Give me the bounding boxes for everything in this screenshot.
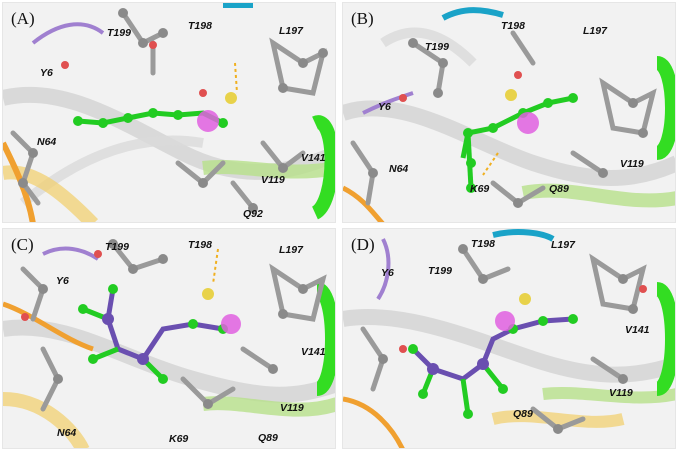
residue-label: V119 [280,402,304,414]
panel-b-structure [343,3,676,223]
residue-label: Q89 [513,408,533,420]
residue-label: K69 [169,433,189,445]
residue-label: Q89 [549,183,569,195]
panel-d [342,228,676,449]
panel-c [2,228,336,449]
residue-label: K69 [470,183,490,195]
residue-label: L197 [583,25,607,37]
residue-label: V119 [609,387,633,399]
residue-label: Q89 [258,432,278,444]
residue-label: Y6 [56,275,69,287]
residue-label: L197 [279,25,303,37]
residue-label: T198 [188,20,212,32]
residue-label: Q92 [243,208,263,220]
residue-label: Y6 [381,267,394,279]
residue-label: L197 [551,239,575,251]
residue-label: T199 [425,41,449,53]
residue-label: V119 [261,174,285,186]
residue-label: T198 [188,239,212,251]
residue-label: T199 [428,265,452,277]
panel-d-structure [343,229,676,449]
residue-label: V141 [301,346,326,358]
residue-label: T199 [105,241,129,253]
residue-label: N64 [37,136,57,148]
residue-label: Y6 [378,101,391,113]
panel-a [2,2,336,223]
residue-label: T198 [471,238,495,250]
panel-d-label: (D) [351,235,375,254]
residue-label: V119 [620,158,644,170]
panel-b-label: (B) [351,9,374,28]
residue-label: V141 [625,324,650,336]
panel-b [342,2,676,223]
residue-label: L197 [279,244,303,256]
residue-label: Y6 [40,67,53,79]
panel-c-structure [3,229,336,449]
residue-label: V141 [301,152,326,164]
residue-label: T198 [501,20,525,32]
panel-a-label: (A) [11,9,35,28]
residue-label: N64 [57,427,77,439]
panel-c-label: (C) [11,235,34,254]
residue-label: T199 [107,27,131,39]
residue-label: N64 [389,163,409,175]
